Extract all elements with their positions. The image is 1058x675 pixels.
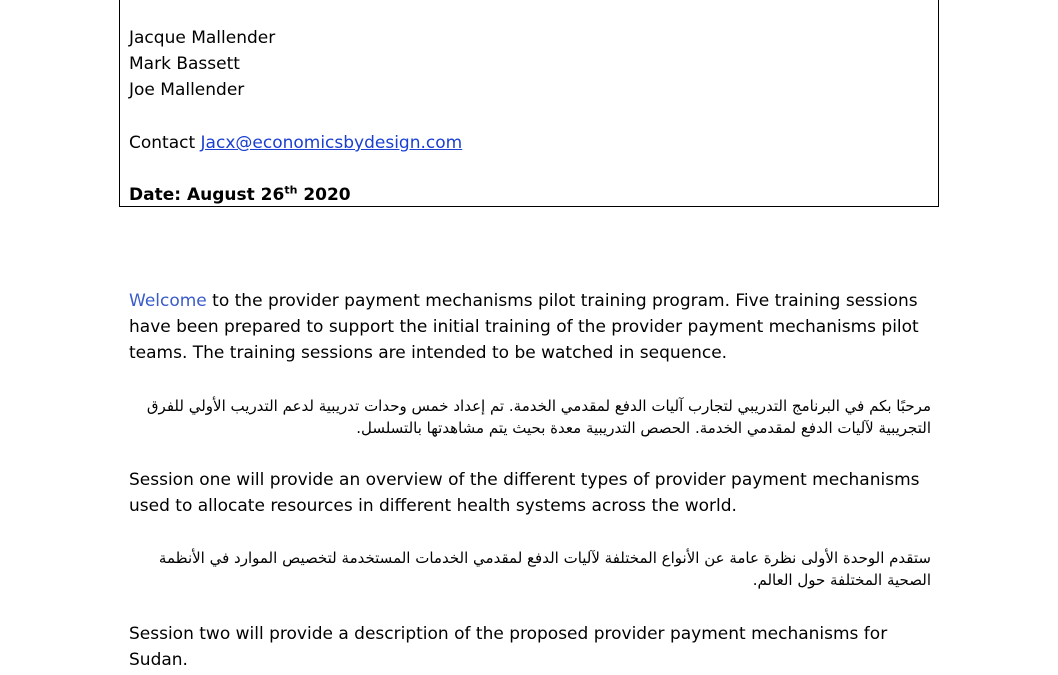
contact-line xyxy=(129,130,462,156)
session-two-paragraph: Session two will provide a description of the proposed provider payment mechanisms for Sudan. xyxy=(129,624,888,670)
date-label: Date: August 26 xyxy=(129,185,285,205)
intro-arabic-paragraph: مرحبًا بكم في البرنامج التدريبي لتجارب آليات الدفع لمقدمي الخدمة. تم إعداد خمس وحدات تدريبية لدعم التدريب الأولي للفرق التجريبية لآليات الدفع لمقدمي الخدمة. الحصص التدريبية معدة بحيث يتم مشاهدتها بالتسلسل. xyxy=(146,397,931,437)
intro-text: to the provider payment mechanisms pilot training program. Five training sessions have been prepared to support the initial training of the provider payment mechanisms pilot teams. The training sessions are intended to be watched in sequence. xyxy=(129,291,919,363)
welcome-word: Welcome xyxy=(129,291,207,311)
date-suffix: th xyxy=(284,183,298,197)
contact-email-link[interactable]: Jacx@economicsbydesign.com xyxy=(200,133,463,153)
author-name: Joe Mallender xyxy=(129,80,245,100)
date-line xyxy=(129,182,351,208)
session-one-paragraph: Session one will provide an overview of the different types of provider payment mechanisms used to allocate resources in different health systems across the world. xyxy=(129,470,920,516)
author-name: Jacque Mallender xyxy=(129,28,276,48)
date-year: 2020 xyxy=(297,185,351,205)
intro-paragraph xyxy=(129,288,929,366)
contact-label: Contact xyxy=(129,133,196,153)
author-name: Mark Bassett xyxy=(129,54,240,74)
session-one-arabic-paragraph: ستقدم الوحدة الأولى نظرة عامة عن الأنواع المختلفة لآليات الدفع لمقدمي الخدمات المستخدمة لتخصيص الموارد في الأنظمة الصحية المختلفة حول العالم. xyxy=(158,549,931,589)
